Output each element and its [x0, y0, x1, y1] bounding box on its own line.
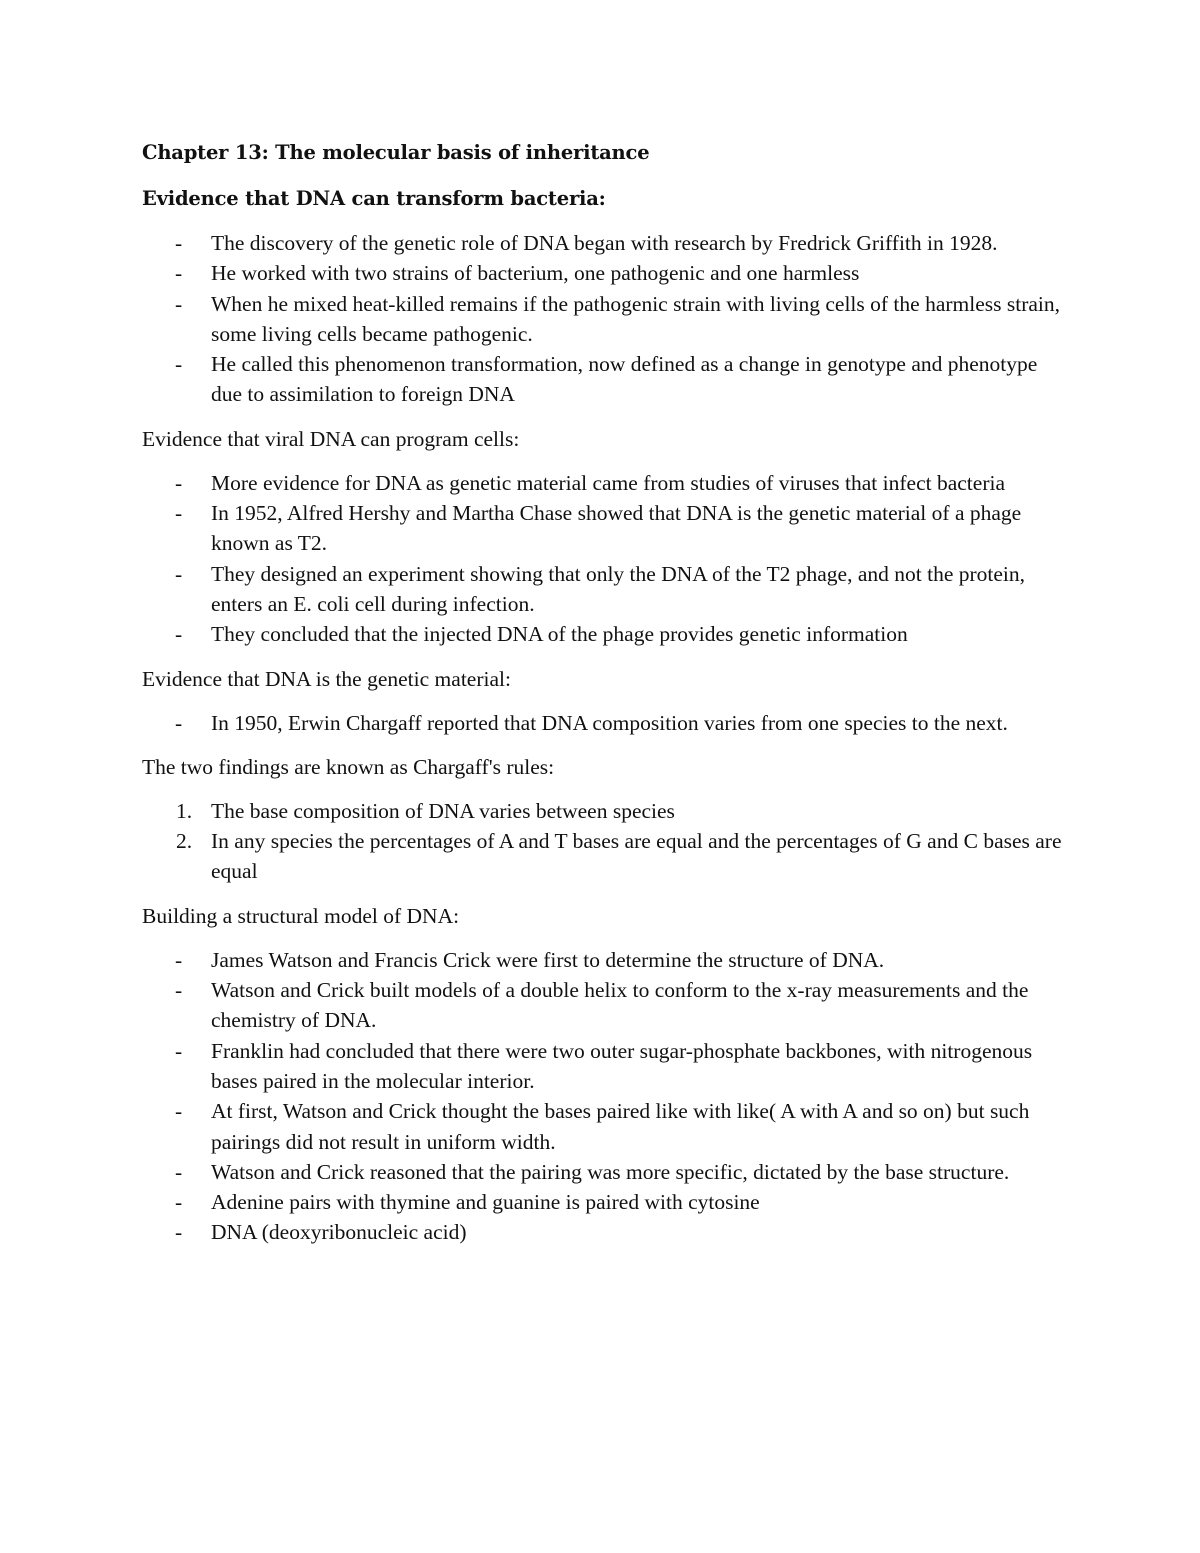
- section-heading-structural-model: Building a structural model of DNA:: [142, 903, 460, 928]
- dash-marker: -: [175, 1038, 183, 1063]
- list-item-text: Franklin had concluded that there were two outer sugar-phosphate backbones, with nitrogenous bases paired in the molecular interior.: [211, 1038, 1033, 1093]
- dash-marker: -: [175, 231, 183, 255]
- dash-marker: -: [175, 291, 183, 316]
- numbered-item: [142, 826, 1072, 887]
- section-heading-chargaff-rules: The two findings are known as Chargaff's rules:: [142, 754, 555, 779]
- list-item: [142, 945, 1072, 975]
- number-marker: 1.: [176, 798, 193, 823]
- dash-marker: -: [175, 352, 183, 377]
- list-item: [142, 349, 1072, 410]
- bullet-list-viral-dna: [142, 468, 1072, 650]
- list-item-text: He worked with two strains of bacterium, one pathogenic and one harmless: [211, 261, 860, 286]
- list-item: [142, 468, 1072, 498]
- list-item-text: In 1952, Alfred Hershy and Martha Chase showed that DNA is the genetic material of a phage known as T2.: [211, 501, 1022, 556]
- list-item: [142, 1157, 1072, 1187]
- bullet-list-structural-model: [142, 945, 1072, 1248]
- list-item-text: The discovery of the genetic role of DNA began with research by Fredrick Griffith in 1928.: [211, 231, 998, 255]
- dash-marker: -: [175, 1099, 183, 1124]
- list-item-text: More evidence for DNA as genetic material came from studies of viruses that infect bacteria: [211, 470, 1005, 495]
- dash-marker: -: [175, 1190, 183, 1215]
- dash-marker: -: [175, 947, 183, 972]
- list-item-text: They concluded that the injected DNA of the phage provides genetic information: [211, 622, 908, 647]
- list-item-text: When he mixed heat-killed remains if the pathogenic strain with living cells of the harmless strain, some living cells became pathogenic.: [211, 291, 1061, 346]
- dash-marker: -: [175, 561, 183, 586]
- document-body: [142, 138, 1072, 1248]
- list-item: [142, 498, 1072, 559]
- list-item: [142, 1217, 1072, 1247]
- section-heading-viral-dna: Evidence that viral DNA can program cells:: [142, 426, 520, 451]
- numbered-item-text: In any species the percentages of A and T bases are equal and the percentages of G and C bases are equal: [211, 829, 1062, 884]
- list-item-text: They designed an experiment showing that only the DNA of the T2 phage, and not the protein, enters an E. coli cell during infection.: [211, 561, 1026, 616]
- list-item: [142, 975, 1072, 1036]
- list-item-text: Watson and Crick reasoned that the pairing was more specific, dictated by the base structure.: [211, 1159, 1010, 1184]
- list-item-text: At first, Watson and Crick thought the bases paired like with like( A with A and so on) but such pairings did not result in uniform width.: [211, 1099, 1030, 1154]
- list-item-text: Adenine pairs with thymine and guanine is paired with cytosine: [211, 1190, 760, 1215]
- section-heading-transform-bacteria: Evidence that DNA can transform bacteria:: [142, 187, 606, 210]
- list-item: [142, 1187, 1072, 1217]
- list-item: [142, 289, 1072, 350]
- dash-marker: -: [175, 261, 183, 286]
- dash-marker: -: [175, 470, 183, 495]
- dash-marker: -: [175, 1220, 183, 1245]
- list-item-text: DNA (deoxyribonucleic acid): [211, 1220, 467, 1245]
- dash-marker: -: [175, 501, 183, 526]
- bullet-list-genetic-material: [142, 708, 1072, 738]
- numbered-item-text: The base composition of DNA varies between species: [211, 798, 675, 823]
- list-item: [142, 708, 1072, 738]
- list-item: [142, 228, 1072, 258]
- list-item: [142, 619, 1072, 649]
- bullet-list-transform-bacteria: [142, 228, 1072, 410]
- list-item: [142, 258, 1072, 288]
- list-item: [142, 559, 1072, 620]
- list-item-text: In 1950, Erwin Chargaff reported that DNA composition varies from one species to the next.: [211, 710, 1008, 735]
- dash-marker: -: [175, 622, 183, 647]
- dash-marker: -: [175, 710, 183, 735]
- dash-marker: -: [175, 1159, 183, 1184]
- list-item-text: James Watson and Francis Crick were first to determine the structure of DNA.: [211, 947, 885, 972]
- dash-marker: -: [175, 978, 183, 1003]
- list-item-text: He called this phenomenon transformation, now defined as a change in genotype and phenotype due to assimilation to foreign DNA: [211, 352, 1038, 407]
- section-heading-genetic-material: Evidence that DNA is the genetic material:: [142, 666, 511, 691]
- numbered-item: [142, 796, 1072, 826]
- list-item-text: Watson and Crick built models of a double helix to conform to the x-ray measurements and the chemistry of DNA.: [211, 978, 1029, 1033]
- chapter-title: Chapter 13: The molecular basis of inheritance: [142, 141, 650, 164]
- numbered-list-chargaff-rules: [142, 796, 1072, 887]
- list-item: [142, 1036, 1072, 1097]
- list-item: [142, 1096, 1072, 1157]
- number-marker: 2.: [176, 829, 193, 854]
